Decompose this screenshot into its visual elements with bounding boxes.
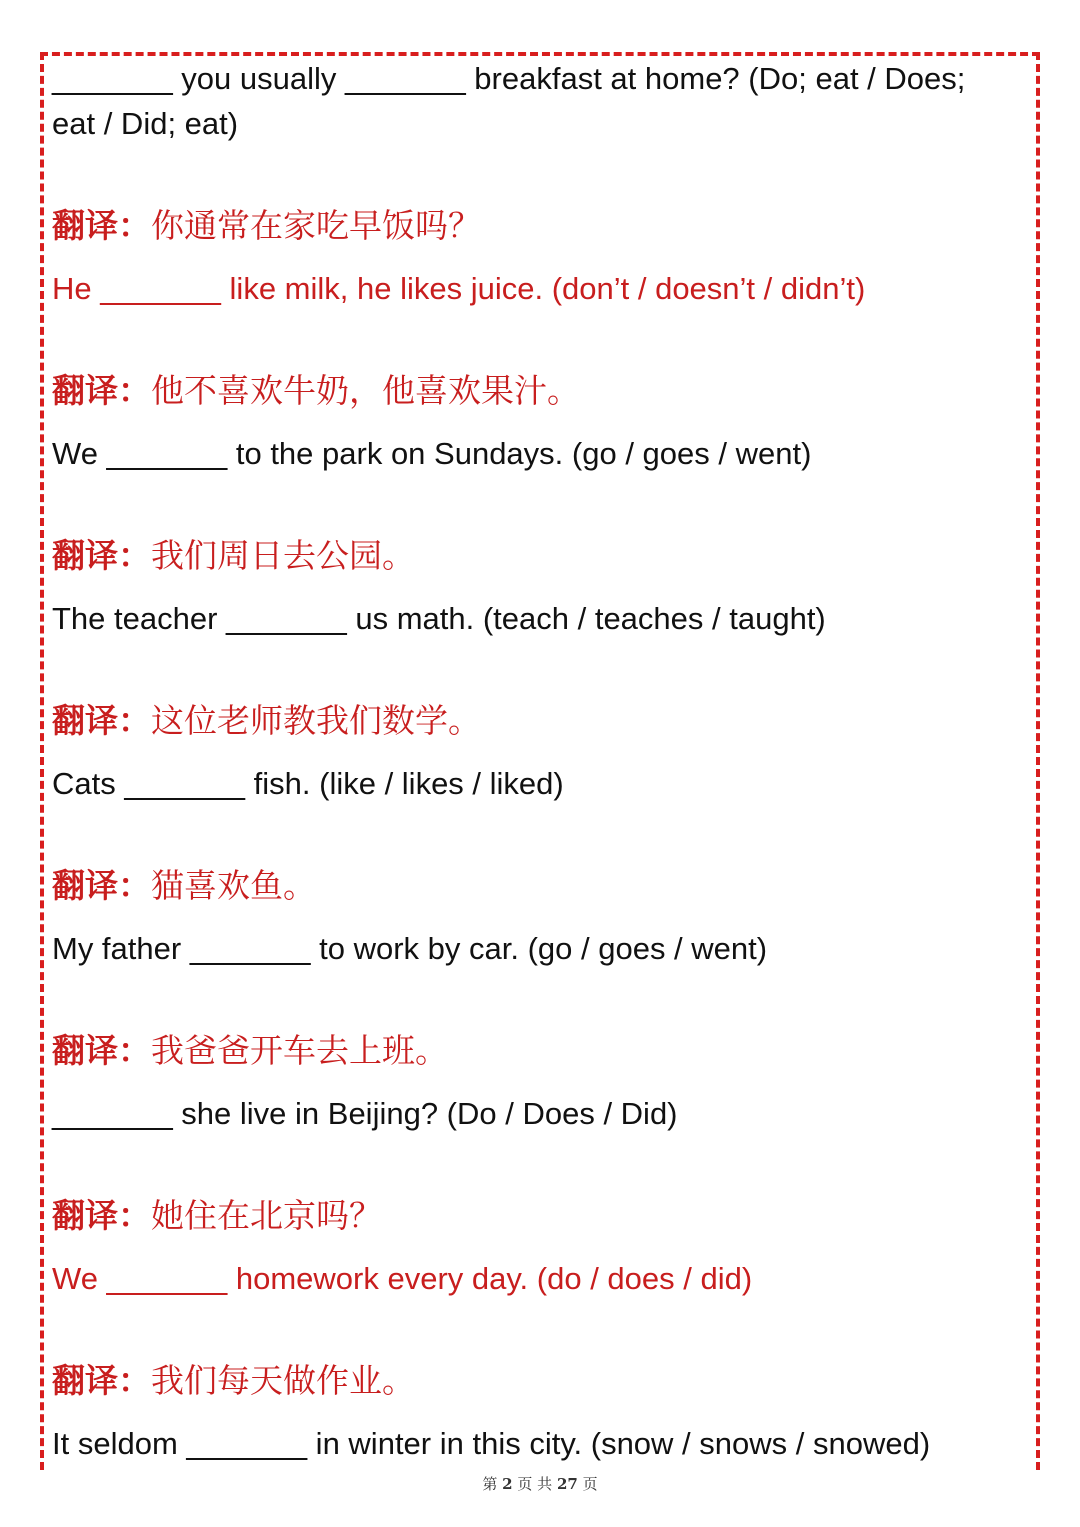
translation-3: [52, 534, 415, 578]
footer-post: 页: [582, 1475, 598, 1493]
translation-5: [52, 864, 316, 908]
translation-label: 翻译：: [52, 207, 151, 244]
translation-text: 她住在北京吗？: [151, 1197, 382, 1234]
translation-text: 你通常在家吃早饭吗？: [151, 207, 481, 244]
translation-8: [52, 1359, 415, 1403]
footer-mid: 页 共: [517, 1475, 553, 1493]
translation-text: 猫喜欢鱼。: [151, 867, 316, 904]
page-footer: [0, 1473, 1080, 1494]
translation-text: 他不喜欢牛奶，他喜欢果汁。: [151, 372, 580, 409]
translation-7: [52, 1194, 382, 1238]
translation-4: [52, 699, 481, 743]
translation-label: 翻译：: [52, 1197, 151, 1234]
translation-text: 我们周日去公园。: [151, 537, 415, 574]
question-3: We _______ to the park on Sundays. (go / goes / went): [52, 436, 812, 471]
translation-label: 翻译：: [52, 1032, 151, 1069]
question-2: He _______ like milk, he likes juice. (don’t / doesn’t / didn’t): [52, 271, 866, 306]
question-4: The teacher _______ us math. (teach / teaches / taught): [52, 601, 826, 636]
question-9: It seldom _______ in winter in this city. (snow / snows / snowed): [52, 1426, 931, 1461]
translation-text: 这位老师教我们数学。: [151, 702, 481, 739]
question-7: _______ she live in Beijing? (Do / Does / Did): [52, 1096, 678, 1131]
translation-label: 翻译：: [52, 702, 151, 739]
translation-1: [52, 204, 481, 248]
question-8: We _______ homework every day. (do / does / did): [52, 1261, 753, 1296]
translation-label: 翻译：: [52, 372, 151, 409]
translation-2: [52, 369, 580, 413]
footer-pre: 第: [482, 1475, 498, 1493]
question-5: Cats _______ fish. (like / likes / liked): [52, 766, 564, 801]
question-1: _______ you usually _______ breakfast at home? (Do; eat / Does;: [52, 61, 966, 96]
translation-label: 翻译：: [52, 867, 151, 904]
question-1-continued: eat / Did; eat): [52, 106, 239, 141]
translation-6: [52, 1029, 448, 1073]
translation-text: 我爸爸开车去上班。: [151, 1032, 448, 1069]
question-6: My father _______ to work by car. (go / goes / went): [52, 931, 768, 966]
translation-label: 翻译：: [52, 537, 151, 574]
translation-label: 翻译：: [52, 1362, 151, 1399]
footer-total-pages: 27: [556, 1475, 578, 1493]
footer-page-number: 2: [502, 1475, 513, 1493]
translation-text: 我们每天做作业。: [151, 1362, 415, 1399]
